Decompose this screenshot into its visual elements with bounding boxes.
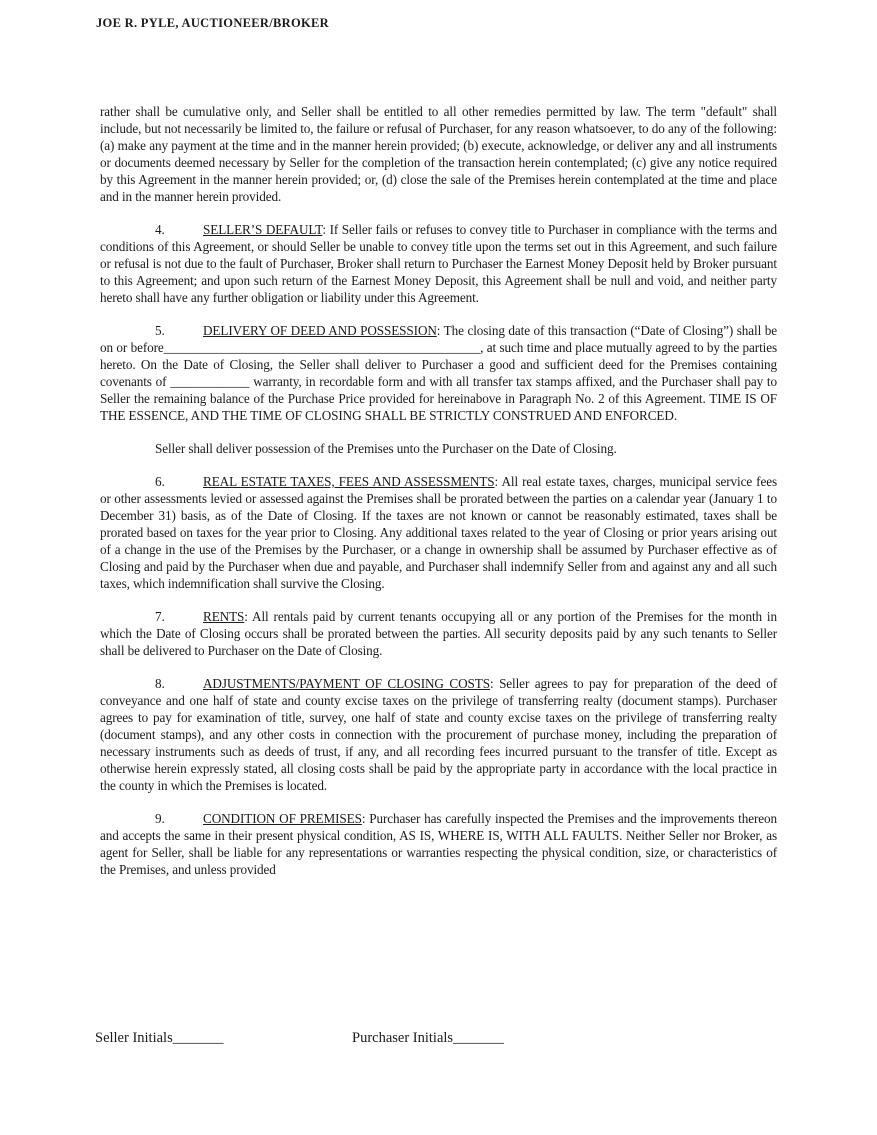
- section-heading: REAL ESTATE TAXES, FEES AND ASSESSMENTS: [203, 474, 495, 489]
- section-4-sellers-default: [100, 221, 777, 306]
- section-5-delivery-of-deed: [100, 322, 777, 424]
- section-number: 8.: [155, 676, 165, 691]
- section-body-part: warranty, in recordable form and with all transfer tax stamps affixed, and the Purchaser shall pay to Seller the remaining balance of the Purchase Price provided for hereinabove in Paragraph No. 2 of this Agreement. TIME IS OF THE ESSENCE, AND THE TIME OF CLOSING SHALL BE STRICTLY CONSTRUED AND ENFORCED.: [100, 374, 777, 423]
- paragraph-default-remedies: rather shall be cumulative only, and Seller shall be entitled to all other remedies permitted by law. The term "default" shall include, but not necessarily be limited to, the failure or refusal of Purchaser, for any reason whatsoever, to do any of the following: (a) make any payment at the time and in the manner herein provided; (b) execute, acknowledge, or deliver any and all instruments or documents deemed necessary by Seller for the completion of the transaction herein contemplated; (c) give any notice required by this Agreement in the manner herein provided; or, (d) close the sale of the Premises herein contemplated at the time and place and in the manner herein provided.: [100, 104, 777, 204]
- section-heading: RENTS: [203, 609, 245, 624]
- section-body-part: , at such time and place mutually agreed to by the parties hereto. On the Date of Closing, the Seller shall deliver to Purchaser a good and sufficient deed for the Premises containing covenants of: [100, 340, 777, 389]
- section-heading: ADJUSTMENTS/PAYMENT OF CLOSING COSTS: [203, 676, 490, 691]
- seller-initials-blank: _______: [172, 1030, 224, 1046]
- section-number: 7.: [155, 609, 165, 624]
- section-body-part: : The closing date of this transaction (“Date of Closing”) shall be on or before: [100, 323, 777, 355]
- possession-note: Seller shall deliver possession of the Premises unto the Purchaser on the Date of Closing.: [155, 441, 617, 456]
- section-heading: DELIVERY OF DEED AND POSSESSION: [203, 323, 437, 338]
- purchaser-initials-line: [352, 1030, 504, 1047]
- section-body: : Seller agrees to pay for preparation of the deed of conveyance and one half of state and county excise taxes on the privilege of transferring realty (document stamps). Purchaser agrees to pay for examination of title, survey, one half of state and county excise taxes on the privilege of transferring realty (document stamps), and any other costs in connection with the procurement of purchase money, including the preparation of necessary instruments such as deeds of trust, if any, and all recording fees incurred pursuant to the transfer of title. Except as otherwise herein expressly stated, all closing costs shall be paid by the appropriate party in accordance with the local practice in the county in which the Premises is located.: [100, 676, 778, 793]
- section-heading: SELLER’S DEFAULT: [203, 222, 323, 237]
- section-body: : All real estate taxes, charges, municipal service fees or other assessments levied or assessed against the Premises shall be prorated between the parties on a calendar year (January 1 to December 31) basis, as of the Date of Closing. If the taxes are not known or cannot be reasonably estimated, taxes shall be prorated based on taxes for the year prior to Closing. Any additional taxes related to the year of Closing or prior years arising out of a change in the use of the Premises by the Purchaser, or a change in ownership shall be assumed by Purchaser effective as of Closing and paid by the Purchaser when due and payable, and Purchaser shall indemnify Seller from and against any and all such taxes, which indemnification shall survive the Closing.: [100, 474, 778, 591]
- section-8-closing-costs: [100, 675, 777, 794]
- document-header: JOE R. PYLE, AUCTIONEER/BROKER: [96, 16, 329, 30]
- section-body: : Purchaser has carefully inspected the Premises and the improvements thereon and accepts the same in their present physical condition, AS IS, WHERE IS, WITH ALL FAULTS. Neither Seller nor Broker, as agent for Seller, shall be liable for any representations or warranties respecting the physical condition, size, or characteristics of the Premises, and unless provided: [100, 811, 777, 877]
- section-9-condition-of-premises: [100, 810, 777, 878]
- section-7-rents: [100, 608, 777, 659]
- seller-initials-label: Seller Initials: [95, 1030, 173, 1046]
- section-number: 6.: [155, 474, 165, 489]
- warranty-type-blank: ____________: [170, 374, 250, 389]
- section-number: 5.: [155, 323, 165, 338]
- seller-initials-line: [95, 1030, 223, 1047]
- section-number: 4.: [155, 222, 165, 237]
- closing-date-blank: ________________________________________________: [163, 340, 481, 355]
- purchaser-initials-label: Purchaser Initials: [352, 1030, 454, 1046]
- section-heading: CONDITION OF PREMISES: [203, 811, 362, 826]
- section-6-real-estate-taxes: [100, 473, 777, 592]
- purchaser-initials-blank: _______: [453, 1030, 504, 1046]
- section-number: 9.: [155, 811, 165, 826]
- section-body: : If Seller fails or refuses to convey title to Purchaser in compliance with the terms and conditions of this Agreement, or should Seller be unable to convey title upon the terms set out in this Agreement, and such failure or refusal is not due to the fault of Purchaser, Broker shall return to Purchaser the Earnest Money Deposit held by Broker pursuant to this Agreement; and upon such return of the Earnest Money Deposit, this Agreement shall be null and void, and neither party hereto shall have any further obligation or liability under this Agreement.: [100, 222, 778, 305]
- document-body: [100, 103, 777, 894]
- section-body: : All rentals paid by current tenants occupying all or any portion of the Premises for the month in which the Date of Closing occurs shall be prorated between the parties. All security deposits paid by any such tenants to Seller shall be delivered to Purchaser on the Date of Closing.: [100, 609, 777, 658]
